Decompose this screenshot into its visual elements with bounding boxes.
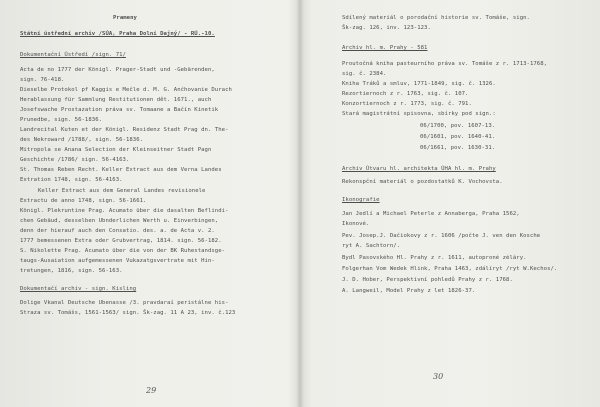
page-number: 30 [433, 372, 444, 381]
entry-line: sign. 76-418. [20, 77, 65, 83]
page-number: 29 [146, 386, 157, 395]
indented-entry: 06/1661, pov. 1630-31. [420, 145, 496, 151]
entry-line: tretungen, 1816, sign. 56-163. [20, 268, 123, 274]
entry-line: Dolige Vkanal Deutsche Ubenasse /3. pravdaraí peristálne his- [20, 300, 229, 306]
entry-line: Extration 1748, sign. 56-4163. [20, 177, 123, 183]
indented-entry: 06/1601, pov. 1640-41. [420, 134, 496, 140]
entry-line: Herablassung für Sammlung Restitutionen dět. 1671., auch [20, 97, 212, 103]
entry-line: Rezortiernoch z r. 1763, sig. č. 107. [342, 91, 469, 97]
section-heading-2: Dokumentačí archiv - sign. Kisling [20, 286, 137, 292]
section-heading-3: Archiv hl. m. Prahy - 581 [342, 45, 428, 51]
section-heading-1: Dokumentační Ústředí /sign. 71/ [20, 52, 126, 58]
entry-line: Königl. Plekruntine Prag. Acumato über die dasalten Beflindi- [20, 208, 229, 214]
entry-line: Bydl Pasovského Hl. Prahy z r. 1611, autoproné zéláry. [342, 255, 527, 261]
entry-line: Stará magistrátní spisovna, sbírky pod sign.: [342, 111, 496, 117]
section-heading-5: Ikonografie [342, 197, 380, 203]
entry-line: Folgerhan Vom Wedek Hlink, Praha 1463, zdálíryt /ryt W.Kechos/. [342, 266, 558, 272]
section-heading-4: Archiv Útvaru hl. architekta ÚHA hl. m. Prahy [342, 166, 496, 172]
entry-line: Geschichte /1786/ sign. 56-4163. [20, 157, 130, 163]
entry-line: Prunedbe, sign. 56-1836. [20, 117, 103, 123]
entry-line: Dieselbe Protokol pf Kaggis e Mečle d. M. G. Ančhovanie Durach [20, 87, 232, 93]
page-title: Prameny [113, 15, 137, 21]
entry-line: Kniha Tráků a smluv, 1771-1849, sig. č. 1326. [342, 81, 496, 87]
entry-line: 1777 bemessenen Extra oder Grubvertrag, 1814. sign. 56-182. [20, 238, 222, 244]
entry-line: des Nekroward /1788/, sign. 56-1836. [20, 137, 144, 143]
entry-line: ryt A. Sachtorn/. [342, 243, 401, 249]
entry-line: Sdílený materiál o porodační historie sv. Tomáše, sign. [342, 15, 530, 21]
archive-subtitle: Státní ústřední archiv /SÚA, Praha Dolní Dajný/ - RÚ.-10. [20, 31, 215, 37]
indented-entry: 06/1700, pov. 1607-13. [420, 123, 496, 129]
entry-line: Keller Extract aus dem General Landes revisionele [38, 188, 206, 194]
entry-line: taugs-Ausaiation aufgemessenen Vukazatgsvertrate mit Hin- [20, 258, 215, 264]
entry-line: A. Langweil, Model Prahy z let 1826-37. [342, 288, 476, 294]
entry-line: Konzortiernoch z r. 1773, sig. č. 791. [342, 101, 472, 107]
entry-line: Straza sv. Tomášs, 1561-1563/ sign. Šk-zag. 11 A 23, inv. č.123 [20, 310, 236, 316]
entry-line: chen Gebäud, desselben Ubnderlichen Werth u. Einverbingen, [20, 218, 219, 224]
entry-line: denn der hierauf auch den Consatio. des. a. de Acta v. 2. [20, 228, 215, 234]
entry-line: Ikonové. [342, 221, 370, 227]
entry-line: Landrecital Kuten et der Königl. Residenz Stadt Prag dn. The- [20, 127, 229, 133]
entry-line: S. Nikolette Prag. Acumato über die von der BK Ruhestandsge- [20, 248, 226, 254]
entry-line: Extractu de anno 1748, sign. 56-1661. [20, 198, 147, 204]
entry-line: Proutočná kniha pasteurního práva sv. Tomáše z r. 1713-1768, [342, 61, 548, 67]
entry-line: Josefswache Prostazation práva sv. Tomaane a Bačín Kinetik [20, 107, 219, 113]
entry-line: Pev. Josep.J. Dačiokovy z r. 1606 /počte J. ven den Kosche [342, 233, 541, 239]
entry-line: J. D. Hober, Perspektivní pohledů Prahy z r. 1768. [342, 277, 513, 283]
entry-line: Acta de no 1777 der Königl. Prager-Stadt und -Gebärenden, [20, 67, 215, 73]
right-page [300, 0, 600, 407]
entry-line: Jan Jedlí a Michael Peterle z Annaberga, Praha 1562, [342, 211, 520, 217]
entry-line: Rekonspční materiál o pozdostatků K. Vochovsta. [342, 179, 503, 185]
entry-line: St. Thomas Reben Recht. Keller Extract aus dem Verna Landes [20, 167, 222, 173]
entry-line: sig. č. 2384. [342, 71, 387, 77]
entry-line: Šk-zag. 126, inv. 123-123. [342, 25, 431, 31]
entry-line: Mitropola se Anana Selection der Kleinseitner Stadt Pagn [20, 147, 212, 153]
